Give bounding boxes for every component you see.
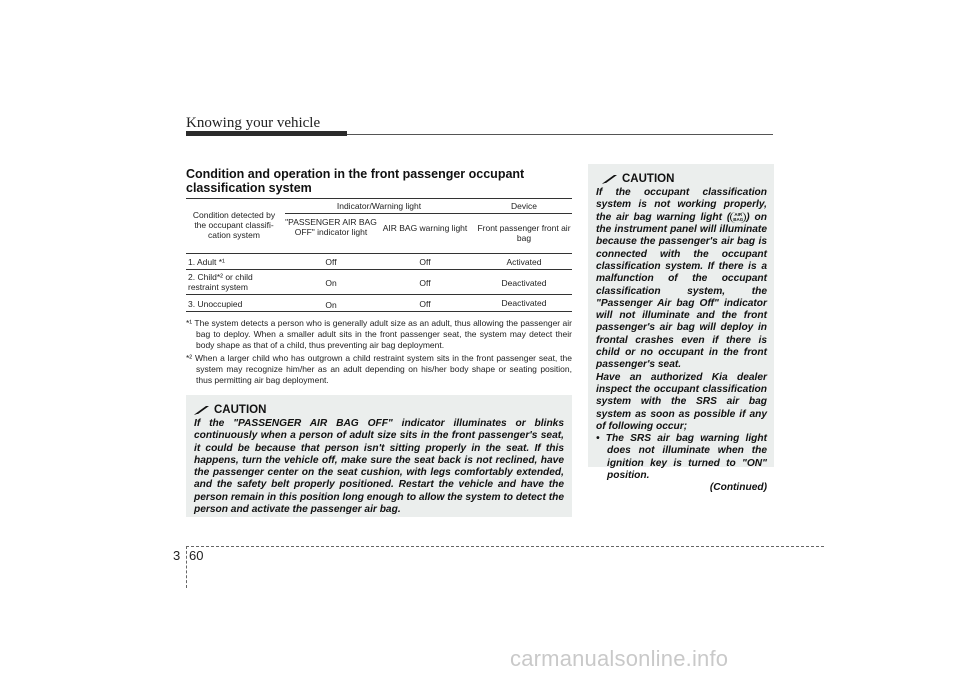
header-device-group: Device bbox=[511, 201, 537, 211]
header-indicator-group: Indicator/Warning light bbox=[336, 201, 422, 211]
page-number bbox=[173, 548, 203, 563]
caution-right-heading bbox=[602, 173, 767, 185]
header-device: Front passenger front air bag bbox=[477, 223, 571, 243]
footnote-1 bbox=[186, 318, 572, 351]
footnotes bbox=[186, 318, 572, 388]
row1-indicator: Off bbox=[325, 257, 337, 267]
footnote-1-mark: *¹ bbox=[186, 318, 193, 328]
row3-device: Deactivated bbox=[501, 298, 547, 308]
page-chapter: 3 bbox=[173, 548, 181, 563]
table-rule-top bbox=[186, 198, 572, 199]
row1-warning: Off bbox=[419, 257, 431, 267]
header-bar bbox=[186, 131, 347, 136]
caution-left-title: CAUTION bbox=[214, 404, 267, 416]
caution-right-bullet bbox=[596, 433, 767, 482]
airbag-warning-icon bbox=[730, 212, 746, 223]
caution-right-text-b: ) on the instrument panel will illuminate because the passenger's air bag is connected with the occupant classification system. If there is a malfunction of the occupant classification system, the "Passenger Air bag Off" indicator will not illuminate and the front passenger's air bag will deploy in frontal crashes even if there is child or no occupant in the front passenger's seat. bbox=[596, 211, 767, 371]
row1-condition: 1. Adult *¹ bbox=[188, 257, 225, 267]
header-rule bbox=[347, 134, 773, 135]
airbag-icon-label-bottom: BAG bbox=[733, 217, 744, 223]
footnote-2-mark: *² bbox=[186, 353, 193, 363]
bullet-icon: • bbox=[596, 433, 606, 445]
table-rule-row1 bbox=[186, 269, 572, 270]
table-rule-bottom bbox=[186, 311, 572, 312]
caution-right-paragraph-2: Have an authorized Kia dealer inspect the occupant classification system with the SRS air bag system as soon as possible if any of following occur; bbox=[596, 371, 767, 432]
table-rule-row2 bbox=[186, 294, 572, 295]
airbag-icon-label-top: AIR bbox=[734, 212, 743, 218]
pencil-icon bbox=[194, 405, 210, 415]
caution-box-right bbox=[588, 164, 774, 494]
caution-right-text bbox=[596, 187, 767, 372]
watermark: carmanualsonline.info bbox=[510, 646, 729, 671]
row1-device: Activated bbox=[506, 257, 542, 267]
header-condition: Condition detected by the occupant classifi-cation system bbox=[192, 210, 276, 240]
header-indicator: "PASSENGER AIR BAG OFF" indicator light bbox=[285, 217, 377, 237]
row2-device: Deactivated bbox=[501, 278, 547, 288]
caution-left-heading bbox=[194, 404, 564, 416]
row3-warning: Off bbox=[419, 299, 431, 309]
footnote-1-text: The system detects a person who is generally adult size as an adult, thus allowing the passenger air bag to deploy. When a smaller adult sits in the front passenger seat, the system may detect their body shape as that of a child, thus preventing air bag deployment. bbox=[194, 318, 572, 350]
pencil-icon bbox=[602, 174, 618, 184]
row2-warning: Off bbox=[419, 278, 431, 288]
page-number-value: 60 bbox=[189, 548, 204, 563]
header-warning: AIR BAG warning light bbox=[382, 223, 468, 233]
header-title: Knowing your vehicle bbox=[186, 115, 321, 131]
caution-right-bullet-text: The SRS air bag warning light does not illuminate when the ignition key is turned to "ON" position. bbox=[605, 433, 767, 482]
table-rule-group bbox=[285, 213, 572, 214]
footnote-2-text: When a larger child who has outgrown a child restraint system sits in the front passenger seat, the system may recognize him/her as an adult depending on his/her body shape or seating position, thus permitting air bag deployment. bbox=[195, 353, 572, 385]
row3-condition: 3. Unoccupied bbox=[188, 299, 243, 309]
caution-left-text: If the "PASSENGER AIR BAG OFF" indicator illuminates or blinks continuously when a person of adult size sits in the front passenger's seat, it could be because that person isn't sitting properly in the seat. If this happens, turn the vehicle off, make sure the seat back is not reclined, have the passenger center on the seat cushion, with legs comfortably extended, and the safety belt properly positioned. Restart the vehicle and have the person remain in this position long enough to allow the system to detect the person and activate the passenger air bag. bbox=[194, 418, 564, 516]
row3-indicator: On bbox=[325, 300, 337, 310]
classification-table bbox=[186, 198, 572, 312]
caution-right-text-a: If the occupant classification system is not working properly, the air bag warning light ( bbox=[596, 187, 767, 223]
caution-right-title: CAUTION bbox=[622, 173, 675, 185]
caution-box-left bbox=[186, 395, 572, 517]
page-footer-rule bbox=[186, 546, 824, 547]
row2-condition: 2. Child*² or child restraint system bbox=[188, 272, 253, 292]
caution-right-continued: (Continued) bbox=[709, 482, 767, 494]
footnote-2 bbox=[186, 353, 572, 386]
row2-indicator: On bbox=[325, 278, 337, 288]
section-title: Condition and operation in the front passenger occupant classification system bbox=[186, 167, 525, 195]
table-rule-header bbox=[186, 253, 572, 254]
